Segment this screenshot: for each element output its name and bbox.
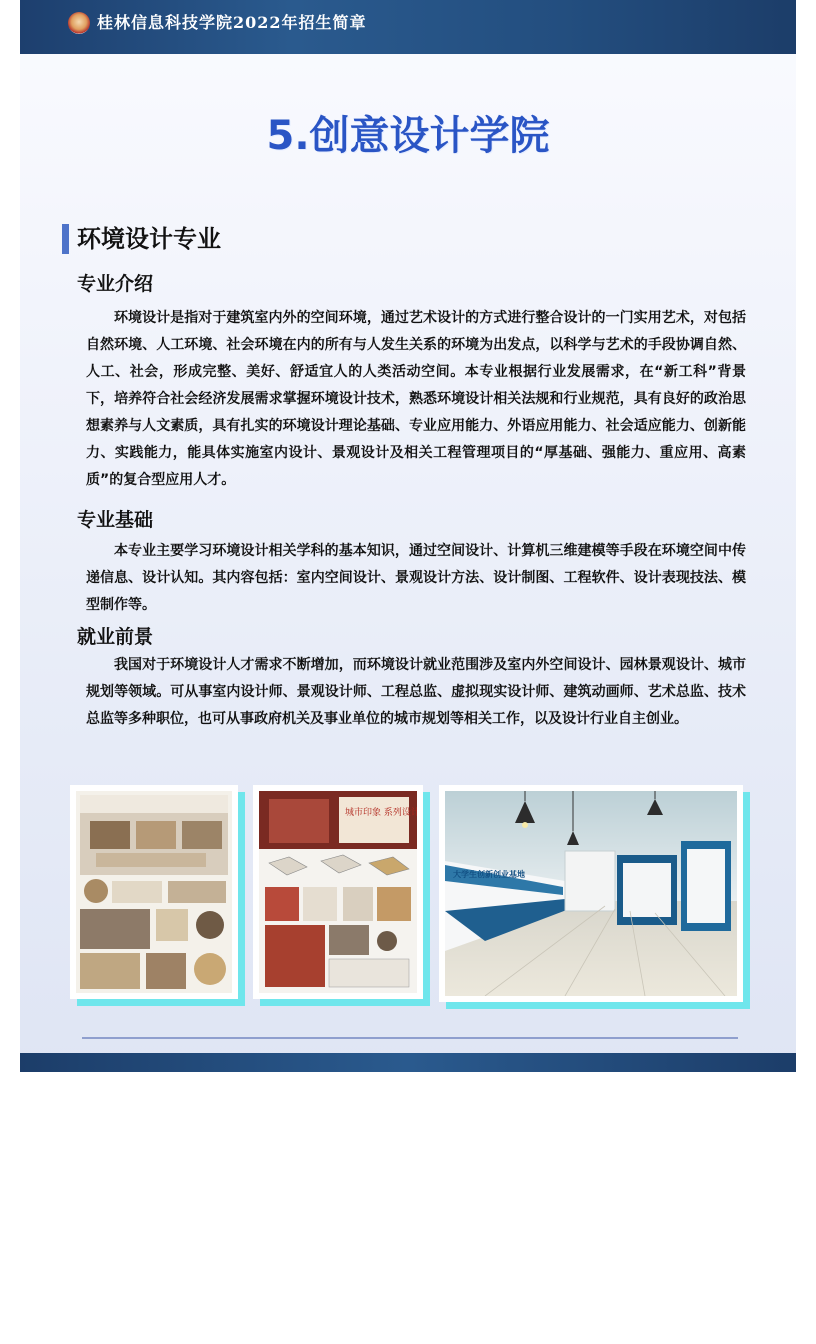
header-banner <box>20 0 796 54</box>
urban-impression-board-photo <box>253 785 423 999</box>
brochure-page <box>20 0 796 1072</box>
page-title: 5.创意设计学院 <box>266 113 550 159</box>
section-body-intro: 环境设计是指对于建筑室内外的空间环境，通过艺术设计的方式进行整合设计的一门实用艺术，对包括自然环境、人工环境、社会环境在内的所有与人发生关系的环境为出发点，以科学与艺术的手段协调自然、人工、社会，形成完整、美好、舒适宜人的人类活动空间。本专业根据行业发展需求，在“新工科”背景下，培养符合社会经济发展需求掌握环境设计技术，熟悉环境设计相关法规和行业规范，具有良好的政治思想素养与人文素质，具有扎实的环境设计理论基础、专业应用能力、外语应用能力、社会适应能力、创新能力、实践能力，能具体实施室内设计、景观设计及相关工程管理项目的“厚基础、强能力、重应用、高素质”的复合型应用人才。 <box>86 310 746 488</box>
footer-divider <box>82 1037 738 1039</box>
interior-board-image <box>76 791 232 993</box>
school-logo-icon <box>68 12 90 34</box>
section-body-career: 我国对于环境设计人才需求不断增加，而环境设计就业范围涉及室内外空间设计、园林景观设计、城市规划等领域。可从事室内设计师、景观设计师、工程总监、虚拟现实设计师、建筑动画师、艺术总监、技术总监等多种职位，也可从事政府机关及事业单位的城市规划等相关工作，以及设计行业自主创业。 <box>86 657 746 727</box>
urban-board-image <box>259 791 417 993</box>
section-body-foundation: 本专业主要学习环境设计相关学科的基本知识，通过空间设计、计算机三维建模等手段在环境空间中传递信息、设计认知。其内容包括：室内空间设计、景观设计方法、设计制图、工程软件、设计表现技法、模型制作等。 <box>86 543 746 613</box>
interior-design-board-photo <box>70 785 238 999</box>
section-title-intro: 专业介绍 <box>77 273 154 295</box>
major-heading: 环境设计专业 <box>62 224 221 254</box>
brochure-header-title: 桂林信息科技学院2022年招生简章 <box>97 13 367 32</box>
footer-banner <box>20 1053 796 1072</box>
section-title-career: 就业前景 <box>77 626 154 648</box>
exhibit-sign: 大学生创新创业基地 <box>453 870 525 879</box>
exhibition-hall-image <box>445 791 737 996</box>
section-title-foundation: 专业基础 <box>77 509 154 531</box>
board2-title: 城市印象 系列设计 <box>345 808 417 818</box>
exhibition-hall-photo <box>439 785 743 1002</box>
